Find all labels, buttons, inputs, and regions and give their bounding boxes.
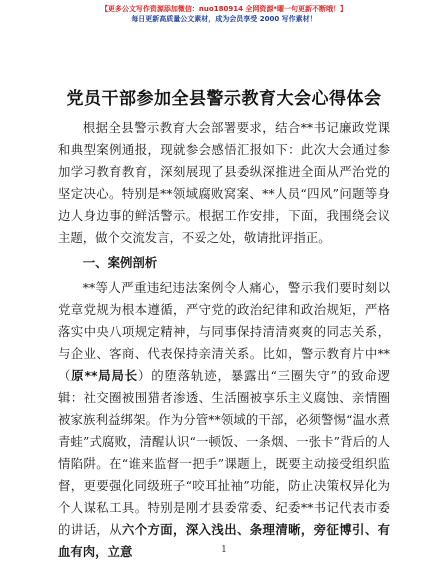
section-heading: 一、案例剖析 [82,255,158,270]
intro-paragraph: 根据全县警示教育大会部署要求，结合**书记廉政党课和典型案例通报，现就参会感悟汇报如下：此次大会通过参加学习教育教育，深刻展现了县委纵深推进全面从严治党的坚定决心。特别是**领域腐败窝案、**人员“四风”问题等身边人身边事的鲜活警示。根据工作安排，下面，我围绕会议主题，做个交流发言，不妥之处，敬请批评指正。 [58,120,390,245]
paragraph-text-part-1: **等人严重违纪违法案例令人痛心，警示我们要时刻以党章党规为根本遵循，严守党的政治纪律和政治规矩，严格落实中央八项规定精神，与同事保持清清爽爽的同志关系，与企业、客商、代表保持亲清关系。比如，警示教育片中**（ [58,280,390,383]
document-title: 党员干部参加全县警示教育大会心得体会 [66,89,382,109]
document-body [58,117,390,563]
promo-banner-line-1: 【更多公文写作资源添加微信：nuo180914 全网资源*曜一句更新不断哦！】 [100,5,348,13]
paragraph-text-part-2: ）的堕落轨迹，暴露出“三圈失守”的致命逻辑：社交圈被围猎者渗透、生活圈被享乐主义腐蚀、亲情圈被家族利益绑架。作为分管**领域的干部，必须警惕“温水煮青蛙”式腐败，清醒认识“一顿饭、一条烟、一张卡”背后的人情陷阱。在“谁来监督一把手”课题上，既要主动接受组织监督，更要强化同级班子“咬耳扯袖”功能，防止决策权异化为个人谋私工具。特别是刚才县委常委、纪委**书记代表市委的讲话，从 [58,368,390,537]
page-number: 1 [221,545,227,555]
paragraph-bold-text-2: 六个方面，深入浅出、条理清晰，旁征博引、有血有肉，立意 [58,522,390,559]
case-analysis-paragraph [58,277,390,563]
promo-banner [54,4,394,24]
paragraph-bold-text-1: 原**局局长 [71,368,139,383]
promo-banner-line-2: 每日更新高质量公文素材，成为会员享受 2000 写作素材！ [131,15,317,23]
